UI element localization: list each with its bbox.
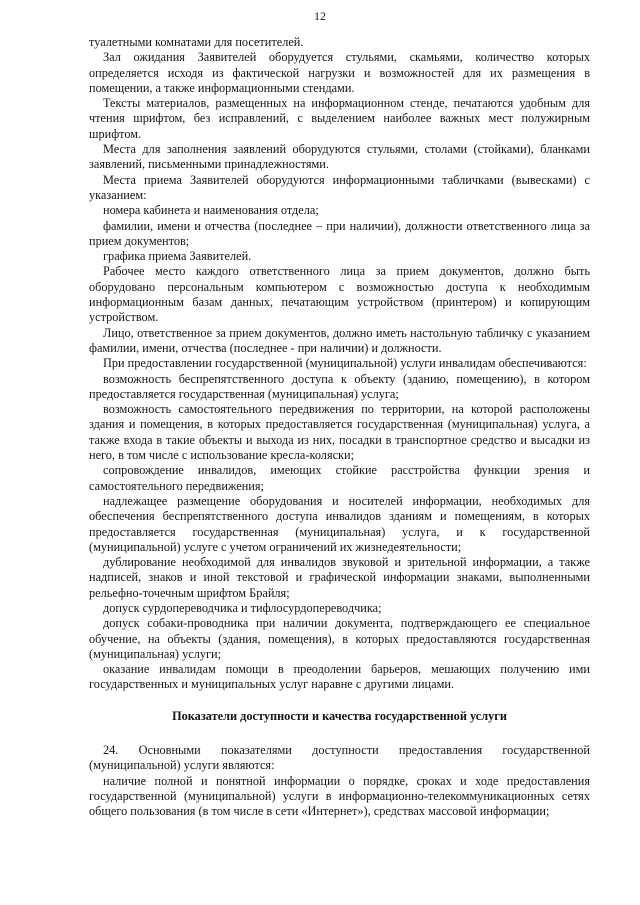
list-item: наличие полной и понятной информации о порядке, сроках и ходе предоставления государственной (муниципальной) услуги в информационно-телекоммуникационных сетях общего пользования (в том числе в сети «Интернет»), средствах массовой информации; (89, 773, 590, 819)
paragraph: Лицо, ответственное за прием документов, должно иметь настольную табличку с указанием фамилии, имени, отчества (последнее - при наличии) и должности. (89, 325, 590, 355)
list-item: номера кабинета и наименования отдела; (103, 203, 319, 218)
paragraph: 24. Основными показателями доступности предоставления государственной (муниципальной) услуги являются: (89, 743, 590, 773)
paragraph: Зал ожидания Заявителей оборудуется стульями, скамьями, количество которых определяется исходя из фактической нагрузки и возможностей для их размещения в помещении, а также информационными стендами. (89, 50, 590, 95)
list-item: фамилии, имени и отчества (последнее – при наличии), должности ответственного лица за прием документов; (89, 218, 590, 248)
list-item: дублирование необходимой для инвалидов звуковой и зрительной информации, а также надписей, знаков и иной текстовой и графической информации знаками, выполненными рельефно-точечным шрифтом Брайля; (89, 555, 590, 600)
paragraph: Тексты материалов, размещенных на информационном стенде, печатаются удобным для чтения шрифтом, без исправлений, с выделением наиболее важных мест полужирным шрифтом. (89, 96, 590, 141)
paragraph: Места приема Заявителей оборудуются информационными табличками (вывесками) с указанием: (89, 172, 590, 202)
page-number: 12 (314, 9, 326, 23)
document-body (89, 35, 590, 820)
paragraph: Рабочее место каждого ответственного лица за прием документов, должно быть оборудовано персональным компьютером с возможностью доступа к необходимым информационным базам данных, печатающим устройством (принтером) и копирующим устройством. (89, 264, 590, 325)
paragraph: туалетными комнатами для посетителей. (89, 35, 304, 49)
paragraph: При предоставлении государственной (муниципальной) услуги инвалидам обеспечиваются: (103, 356, 587, 371)
list-item: графика приема Заявителей. (103, 249, 252, 264)
section-heading: Показатели доступности и качества государственной услуги (172, 708, 507, 723)
list-item: возможность самостоятельного передвижения по территории, на которой расположены здания и помещения, в которых предоставляется государственная (муниципальная) услуга, а также входа в такие объекты и выхода из них, посадки в транспортное средство и высадки из него, в том числе с использование кресла-коляски; (89, 402, 590, 463)
list-item: надлежащее размещение оборудования и носителей информации, необходимых для обеспечения беспрепятственного доступа инвалидов зданиям и помещениям, в которых предоставляется государственная (муниципальная) услуга, и к государственной (муниципальной) услуге с учетом ограничений их жизнедеятельности; (89, 493, 590, 554)
list-item: сопровождение инвалидов, имеющих стойкие расстройства функции зрения и самостоятельного передвижения; (89, 463, 590, 493)
list-item: возможность беспрепятственного доступа к объекту (зданию, помещению), в котором предоставляется государственная (муниципальная) услуга; (89, 371, 590, 401)
paragraph: Места для заполнения заявлений оборудуются стульями, столами (стойками), бланками заявлений, письменными принадлежностями. (89, 142, 590, 172)
list-item: допуск собаки-проводника при наличии документа, подтверждающего ее специальное обучение, на объекты (здания, помещения), в которых предоставляются государственная (муниципальная) услуги; (89, 616, 590, 661)
list-item: оказание инвалидам помощи в преодолении барьеров, мешающих получению ими государственных и муниципальных услуг наравне с другими лицами. (89, 662, 590, 692)
list-item: допуск сурдопереводчика и тифлосурдопереводчика; (103, 600, 382, 615)
